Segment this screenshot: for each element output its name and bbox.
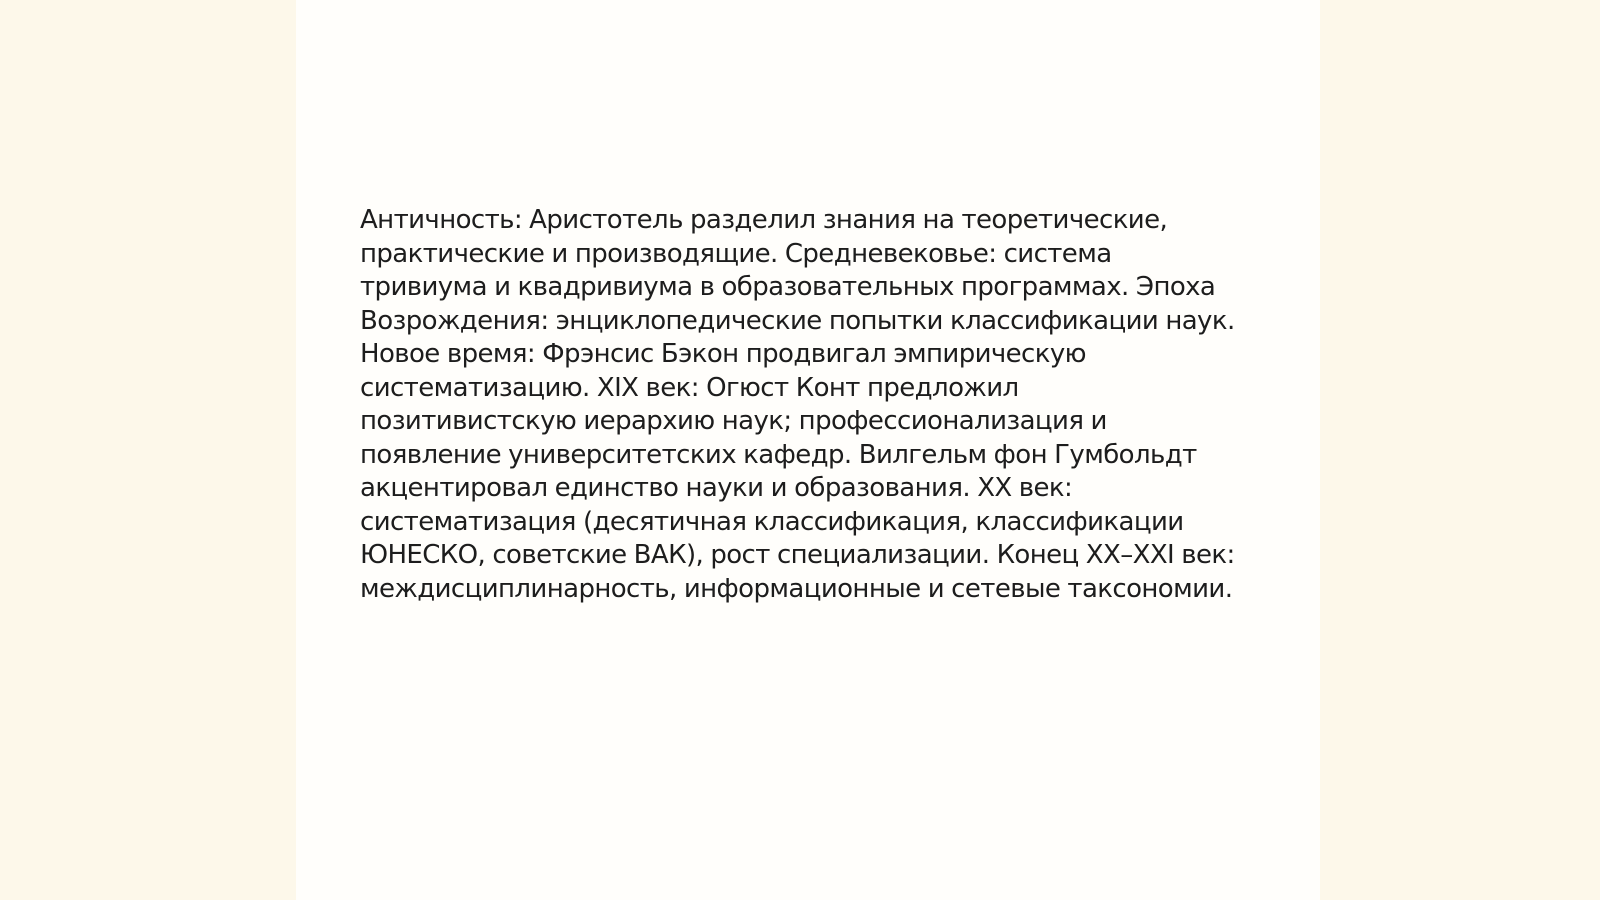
slide-body-text: Античность: Аристотель разделил знания на теоретические, практические и производящие. Средневековье: система тривиума и квадривиума в образовательных программах. Эпоха Возрождения: энциклопедические попытки классификации наук. Новое время: Фрэнсис Бэкон продвигал эмпирическую систематизацию. XIX век: Огюст Конт предложил позитивистскую иерархию наук; профессионализация и появление университетских кафедр. Вилгельм фон Гумбольдт акцентировал единство науки и образования. XX век: систематизация (десятичная классификация, классификации ЮНЕСКО, советские ВАК), рост специализации. Конец XX–XXI век: междисциплинарность, информационные и сетевые таксономии.: [360, 205, 1235, 604]
slide: [296, 0, 1320, 900]
